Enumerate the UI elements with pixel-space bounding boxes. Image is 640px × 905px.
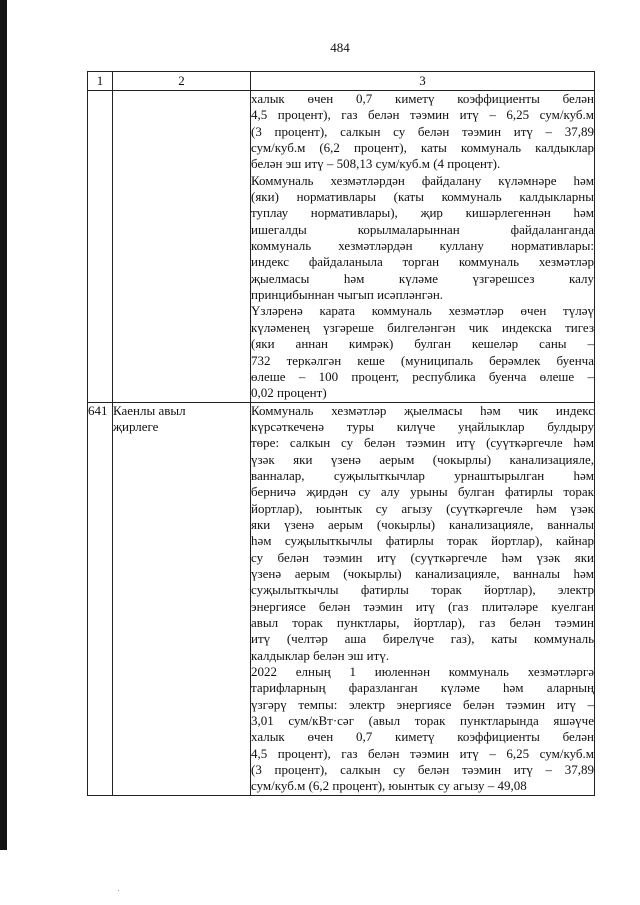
text-line: 732 теркәлгән кеше (муниципаль берәмлек буенча — [251, 352, 594, 368]
text-line: Коммуналь хезмәтләр җыелмасы һәм чик индекс — [251, 402, 594, 418]
text-line: сум/куб.м (6,2 процент), юынтык су агызу – 49,08 — [251, 778, 527, 794]
text-line: су белән тәэмин итү (суүткәргечле һәм үзәк яки — [251, 549, 594, 565]
text-line: суҗылыткычлы фатирлы торак йортлар), электр — [251, 582, 594, 598]
text-line: җыелмасы һәм күләме үзгәрешсез калу — [251, 270, 594, 286]
text-line: ванналар, суҗылыткычлар урнаштырылган һәм — [251, 467, 594, 483]
table-header-row — [88, 72, 595, 91]
column-header-3: 3 — [251, 72, 595, 91]
column-header-1: 1 — [88, 72, 113, 91]
text-line: принцибыннан чыгып исәпләнгән. — [251, 287, 444, 303]
text-line: 4,5 процент), газ белән тәэмин итү – 6,25 сум/куб.м — [251, 745, 594, 761]
scan-speck — [118, 890, 119, 891]
text-line: авыл торак пунктлары, йортлар), газ белән тәэмин — [251, 615, 594, 630]
text-line: яки үзенә аерым (чокырлы) канализацияле, ванналы — [251, 516, 594, 532]
document-table — [87, 71, 595, 796]
description-cell — [251, 402, 595, 795]
settlement-name-line: җирлеге — [113, 418, 159, 434]
text-line: сум/куб.м (6,2 процент), каты коммуналь калдыклар — [251, 140, 594, 156]
text-line: (3 процент), салкын су белән тәэмин итү – 37,89 — [251, 123, 594, 139]
description-paragraph — [251, 303, 594, 401]
text-line: өлеше – 100 процент, республика буенча өлеше – — [251, 368, 594, 384]
text-line: калдыклар белән эш итү. — [251, 647, 390, 663]
text-line: күләменең үзгәреше билгеләнгән чик индекска тигез — [251, 319, 594, 335]
text-line: үзәк яки үзенә аерым (чокырлы) канализацияле, — [251, 451, 594, 467]
description-cell — [251, 91, 595, 403]
settlement-name-cell — [113, 402, 251, 795]
scan-edge-bar — [0, 0, 7, 850]
text-line: белән эш итү – 508,13 сум/куб.м (4 процент). — [251, 156, 501, 172]
row-number-cell — [88, 91, 113, 403]
text-line: Коммуналь хезмәтләрдән файдалану күләмнәре һәм — [251, 172, 594, 188]
text-line: 2022 елның 1 июленнән коммуналь хезмәтләргә — [251, 664, 594, 680]
row-number-cell: 641 — [88, 402, 113, 795]
text-line: туплау нормативлары), җир кишәрлегеннән һәм — [251, 205, 594, 221]
text-line: тарифларның фаразланган күләме һәм аларның — [251, 680, 594, 696]
text-line: ишегалды корылмаларыннан файдаланганда — [251, 221, 594, 237]
text-line: халык өчен 0,7 киметү коэффициенты белән — [251, 91, 594, 106]
text-line: итү (челтәр аша бирелүче газ), каты коммуналь — [251, 631, 594, 647]
description-paragraph — [251, 173, 594, 304]
text-line: йортлар), юынтык су агызу (суүткәргечле һәм үзәк — [251, 500, 594, 516]
text-line: берничә җирдән су алу урыны булган фатирлы торак — [251, 484, 594, 500]
column-header-2: 2 — [113, 72, 251, 91]
text-line: күрсәткеченә туры килүче уңайлыклар булдыру — [251, 418, 594, 434]
text-line: үзенә аерым (чокырлы) канализацияле, ванналы һәм — [251, 565, 594, 581]
text-line: төре: салкын су белән тәэмин итү (суүткәргечле һәм — [251, 435, 594, 451]
text-line: 4,5 процент), газ белән тәэмин итү – 6,25 сум/куб.м — [251, 107, 594, 123]
text-line: коммуналь хезмәтләрдән куллану нормативлары: — [251, 238, 594, 254]
settlement-name-cell — [113, 91, 251, 403]
table-row — [88, 402, 595, 795]
text-line: үзгәрү темпы: электр энергиясе белән тәэмин итү – — [251, 696, 594, 712]
table-row — [88, 91, 595, 403]
description-paragraph — [251, 664, 594, 795]
text-line: 0,02 процент) — [251, 385, 327, 401]
text-line: (яки) нормативлары (каты коммуналь калдыкларны — [251, 189, 594, 205]
text-line: һәм суҗылыткычлы фатирлы торак йортлар), кайнар — [251, 533, 594, 549]
text-line: халык өчен 0,7 киметү коэффициенты белән — [251, 729, 594, 745]
text-line: 3,01 сум/кВт·сәг (авыл торак пунктларында яшәүче — [251, 713, 594, 729]
text-line: (яки аннан кимрәк) булган кешеләр саны – — [251, 336, 594, 352]
settlement-name-line: Каенлы авыл — [113, 402, 186, 418]
page-number: 484 — [330, 40, 350, 55]
description-paragraph — [251, 91, 594, 173]
text-line: индекс файдаланыла торган коммуналь хезмәтләр — [251, 254, 594, 270]
description-paragraph — [251, 403, 594, 665]
text-line: (3 процент), салкын су белән тәэмин итү – 37,89 — [251, 762, 594, 778]
text-line: Үзләренә карата коммуналь хезмәтләр өчен түләү — [251, 303, 594, 319]
text-line: энергиясе белән тәэмин итү (газ плитәләре куелган — [251, 598, 594, 614]
